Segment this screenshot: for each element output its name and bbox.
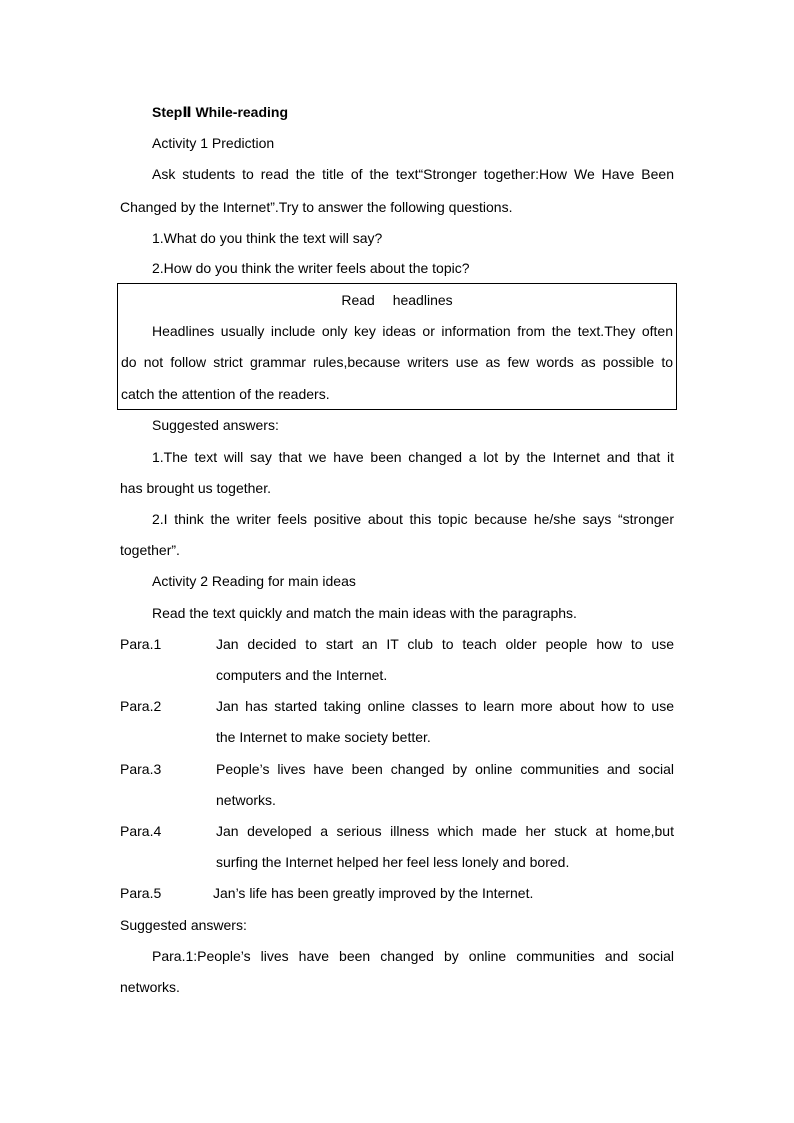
- para-text-1-line1: Jan decided to start an IT club to teach older people how to use: [216, 636, 674, 652]
- activity1-title: Activity 1 Prediction: [152, 135, 275, 151]
- question-2: 2.How do you think the writer feels about the topic?: [152, 260, 470, 276]
- answer-2-line2: together”.: [120, 542, 180, 558]
- activity1-intro-line2: Changed by the Internet”.Try to answer the following questions.: [120, 199, 513, 215]
- para-text-3-line2: networks.: [216, 792, 276, 808]
- para-label-2: Para.2: [120, 698, 162, 714]
- step-heading: StepⅡ While-reading: [152, 104, 289, 120]
- para-text-4-line1: Jan developed a serious illness which made her stuck at home,but: [216, 823, 674, 839]
- activity2-title: Activity 2 Reading for main ideas: [152, 573, 356, 589]
- para-text-5-line1: Jan’s life has been greatly improved by the Internet.: [213, 885, 534, 901]
- para-text-2-line1: Jan has started taking online classes to learn more about how to use: [216, 698, 674, 714]
- para-text-2-line2: the Internet to make society better.: [216, 729, 431, 745]
- para-text-1-line2: computers and the Internet.: [216, 667, 388, 683]
- tip-box-line2: do not follow strict grammar rules,because writers use as few words as possible to: [121, 354, 673, 370]
- para-text-4-line2: surfing the Internet helped her feel less lonely and bored.: [216, 854, 570, 870]
- tip-box-line3: catch the attention of the readers.: [121, 386, 330, 402]
- answer-para1-line2: networks.: [120, 979, 180, 995]
- para-label-1: Para.1: [120, 636, 162, 652]
- para-label-4: Para.4: [120, 823, 162, 839]
- suggested-answers-label-1: Suggested answers:: [152, 417, 279, 433]
- question-1: 1.What do you think the text will say?: [152, 230, 383, 246]
- suggested-answers-label-2: Suggested answers:: [120, 917, 247, 933]
- answer-2-line1: 2.I think the writer feels positive about this topic because he/she says “stronger: [152, 511, 674, 527]
- activity2-instruction: Read the text quickly and match the main ideas with the paragraphs.: [152, 605, 577, 621]
- tip-box: [117, 283, 677, 410]
- tip-box-title: Read headlines: [341, 292, 453, 308]
- answer-para1-line1: Para.1:People’s lives have been changed by online communities and social: [152, 948, 674, 964]
- para-label-5: Para.5: [120, 885, 162, 901]
- para-text-3-line1: People’s lives have been changed by online communities and social: [216, 761, 674, 777]
- activity1-intro-line1: Ask students to read the title of the text“Stronger together:How We Have Been: [152, 166, 674, 182]
- answer-1-line1: 1.The text will say that we have been changed a lot by the Internet and that it: [152, 449, 674, 465]
- tip-box-line1: Headlines usually include only key ideas or information from the text.They often: [152, 323, 673, 339]
- para-label-3: Para.3: [120, 761, 162, 777]
- answer-1-line2: has brought us together.: [120, 480, 271, 496]
